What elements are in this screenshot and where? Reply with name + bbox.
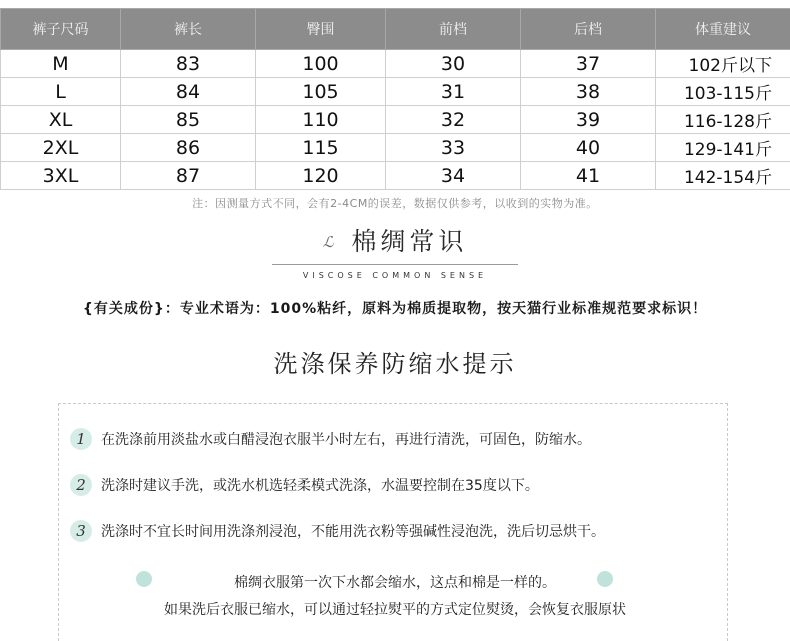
header-hip: 臀围 bbox=[256, 9, 386, 50]
cell-length: 85 bbox=[121, 106, 256, 134]
cell-hip: 105 bbox=[256, 78, 386, 106]
cell-weight: 102斤以下 bbox=[656, 50, 790, 78]
closing-line-1: 棉绸衣服第一次下水都会缩水，这点和棉是一样的。 bbox=[0, 572, 790, 592]
header-front-rise: 前档 bbox=[386, 9, 521, 50]
closing-line-2: 如果洗后衣服已缩水，可以通过轻拉熨平的方式定位熨烫，会恢复衣服原状 bbox=[0, 599, 790, 619]
cell-back-rise: 38 bbox=[521, 78, 656, 106]
cell-front-rise: 30 bbox=[386, 50, 521, 78]
cell-length: 87 bbox=[121, 162, 256, 190]
cell-front-rise: 34 bbox=[386, 162, 521, 190]
cell-back-rise: 40 bbox=[521, 134, 656, 162]
script-mark-icon: ℒ bbox=[323, 233, 334, 251]
measurement-note: 注：因测量方式不同，会有2-4CM的误差，数据仅供参考，以收到的实物为准。 bbox=[0, 195, 790, 211]
table-row bbox=[1, 162, 790, 190]
tip-item bbox=[70, 428, 591, 450]
viscose-subtitle: VISCOSE COMMON SENSE bbox=[0, 271, 790, 280]
tip-text: 洗涤时建议手洗，或洗水机选轻柔模式洗涤，水温要控制在35度以下。 bbox=[101, 475, 539, 495]
title-divider bbox=[272, 264, 518, 265]
table-header-row bbox=[1, 9, 790, 50]
cell-size: L bbox=[1, 78, 121, 106]
cell-back-rise: 37 bbox=[521, 50, 656, 78]
table-row bbox=[1, 106, 790, 134]
cell-length: 83 bbox=[121, 50, 256, 78]
header-size: 裤子尺码 bbox=[1, 9, 121, 50]
tip-number-badge: 3 bbox=[70, 520, 92, 542]
care-title: 洗涤保养防缩水提示 bbox=[0, 344, 790, 379]
cell-front-rise: 31 bbox=[386, 78, 521, 106]
viscose-title: 棉绸常识 bbox=[351, 227, 467, 256]
composition-statement: {有关成份}：专业术语为：100%粘纤，原料为棉质提取物，按天猫行业标准规范要求标识！ bbox=[0, 298, 790, 318]
tip-text: 洗涤时不宜长时间用洗涤剂浸泡，不能用洗衣粉等强碱性浸泡洗，洗后切忌烘干。 bbox=[101, 521, 605, 541]
cell-hip: 110 bbox=[256, 106, 386, 134]
cell-weight: 116-128斤 bbox=[656, 106, 790, 134]
cell-size: M bbox=[1, 50, 121, 78]
table-row bbox=[1, 50, 790, 78]
header-length: 裤长 bbox=[121, 9, 256, 50]
cell-weight: 129-141斤 bbox=[656, 134, 790, 162]
cell-size: XL bbox=[1, 106, 121, 134]
tip-item bbox=[70, 474, 539, 496]
tip-number-badge: 2 bbox=[70, 474, 92, 496]
tip-number-badge: 1 bbox=[70, 428, 92, 450]
cell-length: 84 bbox=[121, 78, 256, 106]
cell-length: 86 bbox=[121, 134, 256, 162]
cell-front-rise: 33 bbox=[386, 134, 521, 162]
cell-weight: 103-115斤 bbox=[656, 78, 790, 106]
cell-hip: 120 bbox=[256, 162, 386, 190]
cell-hip: 115 bbox=[256, 134, 386, 162]
table-row bbox=[1, 78, 790, 106]
tip-item bbox=[70, 520, 605, 542]
cell-hip: 100 bbox=[256, 50, 386, 78]
tip-text: 在洗涤前用淡盐水或白醋浸泡衣服半小时左右，再进行清洗，可固色，防缩水。 bbox=[101, 429, 591, 449]
cell-size: 3XL bbox=[1, 162, 121, 190]
header-back-rise: 后档 bbox=[521, 9, 656, 50]
cell-weight: 142-154斤 bbox=[656, 162, 790, 190]
header-weight: 体重建议 bbox=[656, 9, 790, 50]
cell-back-rise: 41 bbox=[521, 162, 656, 190]
table-row bbox=[1, 134, 790, 162]
size-table bbox=[0, 8, 790, 190]
cell-back-rise: 39 bbox=[521, 106, 656, 134]
cell-size: 2XL bbox=[1, 134, 121, 162]
viscose-heading bbox=[0, 222, 790, 258]
cell-front-rise: 32 bbox=[386, 106, 521, 134]
